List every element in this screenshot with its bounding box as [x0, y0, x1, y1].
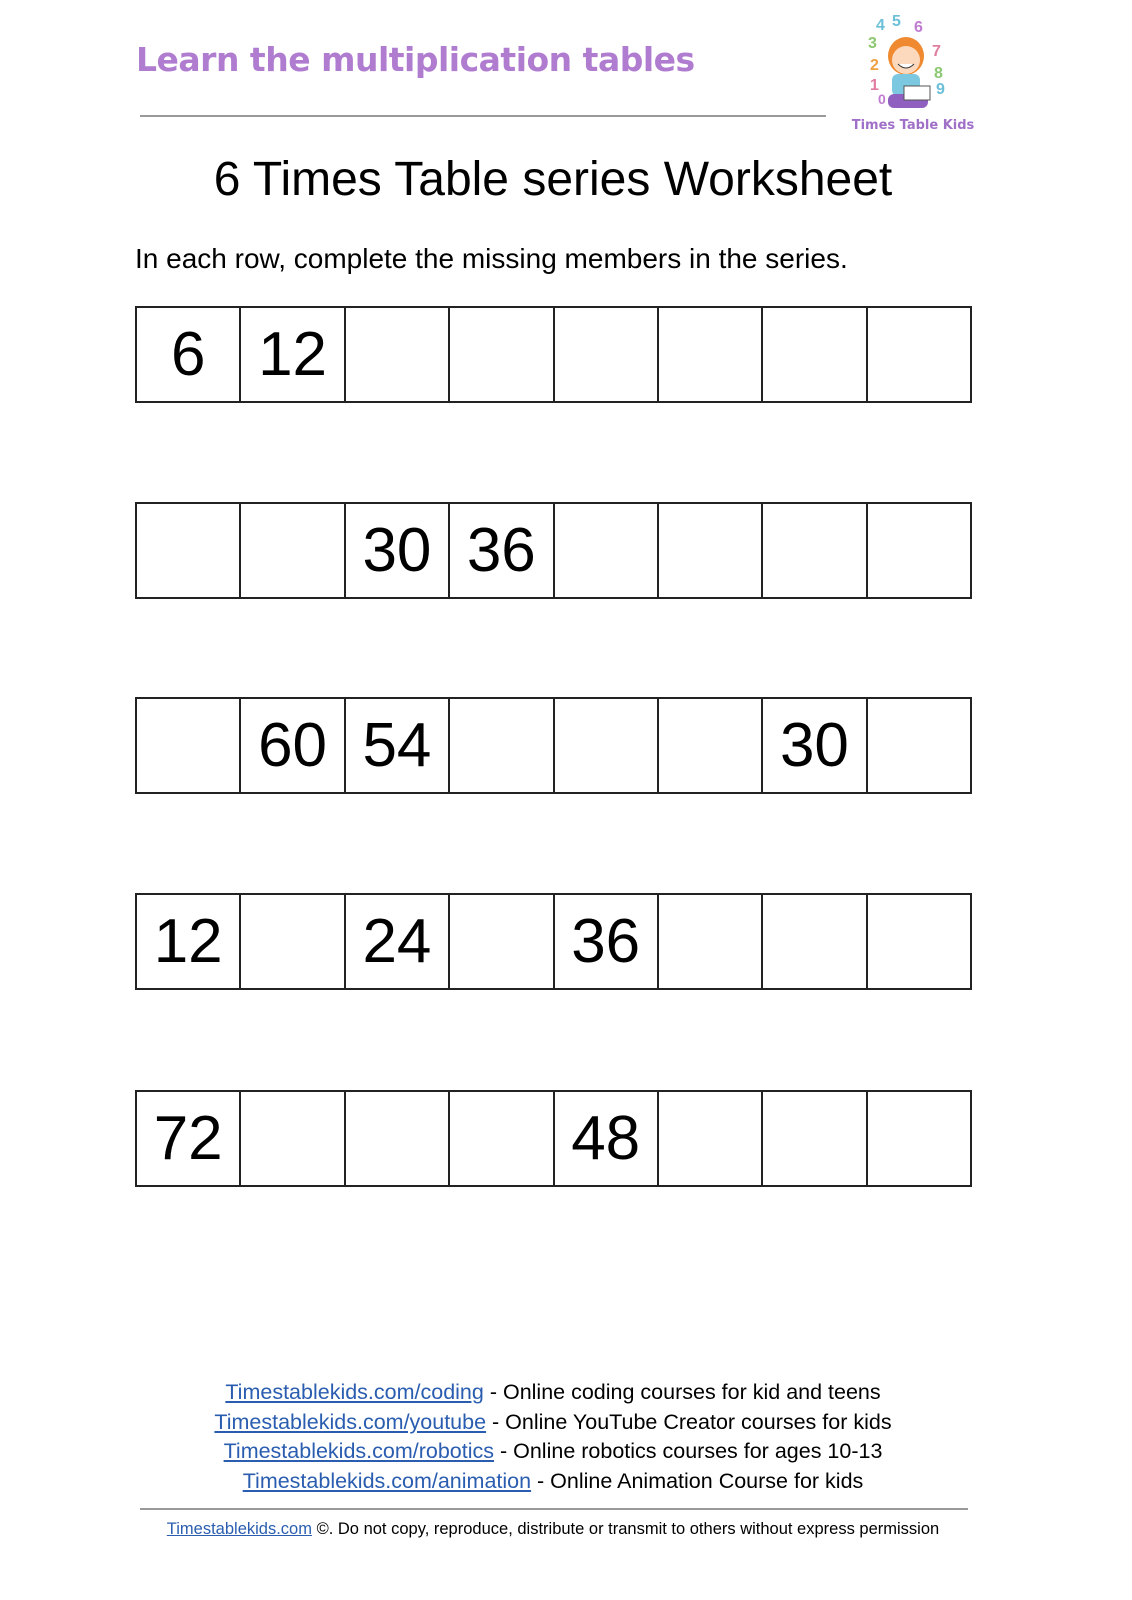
answer-cell[interactable] — [868, 895, 970, 988]
footer-divider — [140, 1508, 968, 1510]
robotics-link[interactable]: Timestablekids.com/robotics — [223, 1439, 495, 1463]
footer-link-row — [0, 1408, 1106, 1438]
answer-cell[interactable] — [555, 504, 659, 597]
coding-desc: - Online coding courses for kid and teens — [483, 1380, 881, 1404]
logo-text: Times Table Kids — [851, 118, 975, 133]
answer-cell[interactable] — [450, 1092, 554, 1185]
answer-cell[interactable] — [346, 1092, 450, 1185]
youtube-desc: - Online YouTube Creator courses for kids — [486, 1409, 892, 1434]
answer-cell[interactable] — [659, 504, 763, 597]
given-number-cell: 36 — [450, 504, 554, 597]
given-number-cell: 6 — [137, 308, 241, 401]
animation-desc: - Online Animation Course for kids — [531, 1468, 864, 1493]
answer-cell[interactable] — [868, 699, 970, 792]
girl-with-numbers-icon — [848, 8, 978, 118]
footer-link-row — [0, 1378, 1106, 1408]
svg-text:1: 1 — [870, 77, 879, 94]
svg-text:8: 8 — [934, 65, 943, 82]
series-row — [135, 502, 972, 599]
given-number-cell: 30 — [346, 504, 450, 597]
svg-text:4: 4 — [876, 17, 885, 34]
answer-cell[interactable] — [137, 699, 241, 792]
answer-cell[interactable] — [555, 308, 659, 401]
answer-cell[interactable] — [346, 308, 450, 401]
answer-cell[interactable] — [241, 895, 345, 988]
answer-cell[interactable] — [763, 308, 867, 401]
answer-cell[interactable] — [659, 699, 763, 792]
footer-link-row — [0, 1437, 1106, 1467]
series-row — [135, 306, 972, 403]
series-row — [135, 697, 972, 794]
given-number-cell: 72 — [137, 1092, 241, 1185]
given-number-cell: 24 — [346, 895, 450, 988]
series-row — [135, 1090, 972, 1187]
copyright-text: ©. Do not copy, reproduce, distribute or transmit to others without express permission — [311, 1520, 940, 1538]
animation-link[interactable]: Timestablekids.com/animation — [242, 1468, 532, 1493]
given-number-cell: 30 — [763, 699, 867, 792]
instruction-text: In each row, complete the missing members in the series. — [135, 243, 848, 274]
copyright-link[interactable]: Timestablekids.com — [166, 1520, 312, 1538]
answer-cell[interactable] — [450, 699, 554, 792]
copyright — [0, 1520, 1106, 1539]
header-divider — [140, 115, 826, 117]
robotics-desc: - Online robotics courses for ages 10-13 — [494, 1439, 883, 1463]
series-row — [135, 893, 972, 990]
answer-cell[interactable] — [241, 1092, 345, 1185]
answer-cell[interactable] — [450, 308, 554, 401]
svg-text:9: 9 — [936, 81, 945, 98]
worksheet-title: 6 Times Table series Worksheet — [213, 153, 893, 206]
answer-cell[interactable] — [868, 308, 970, 401]
answer-cell[interactable] — [659, 895, 763, 988]
footer-link-row — [0, 1467, 1106, 1497]
answer-cell[interactable] — [659, 1092, 763, 1185]
given-number-cell: 54 — [346, 699, 450, 792]
times-table-kids-logo — [848, 8, 978, 136]
svg-text:3: 3 — [868, 35, 877, 52]
coding-link[interactable]: Timestablekids.com/coding — [225, 1380, 484, 1404]
answer-cell[interactable] — [868, 1092, 970, 1185]
answer-cell[interactable] — [137, 504, 241, 597]
answer-cell[interactable] — [763, 504, 867, 597]
given-number-cell: 12 — [241, 308, 345, 401]
answer-cell[interactable] — [659, 308, 763, 401]
given-number-cell: 36 — [555, 895, 659, 988]
svg-text:2: 2 — [870, 57, 879, 74]
svg-text:7: 7 — [932, 43, 941, 60]
footer-links — [0, 1378, 1106, 1496]
given-number-cell: 12 — [137, 895, 241, 988]
svg-text:5: 5 — [892, 13, 901, 30]
svg-text:0: 0 — [878, 91, 886, 107]
header-title: Learn the multiplication tables — [136, 40, 695, 79]
answer-cell[interactable] — [763, 895, 867, 988]
svg-text:6: 6 — [914, 19, 923, 36]
answer-cell[interactable] — [555, 699, 659, 792]
youtube-link[interactable]: Timestablekids.com/youtube — [214, 1409, 487, 1434]
answer-cell[interactable] — [450, 895, 554, 988]
answer-cell[interactable] — [763, 1092, 867, 1185]
answer-cell[interactable] — [241, 504, 345, 597]
answer-cell[interactable] — [868, 504, 970, 597]
given-number-cell: 48 — [555, 1092, 659, 1185]
given-number-cell: 60 — [241, 699, 345, 792]
